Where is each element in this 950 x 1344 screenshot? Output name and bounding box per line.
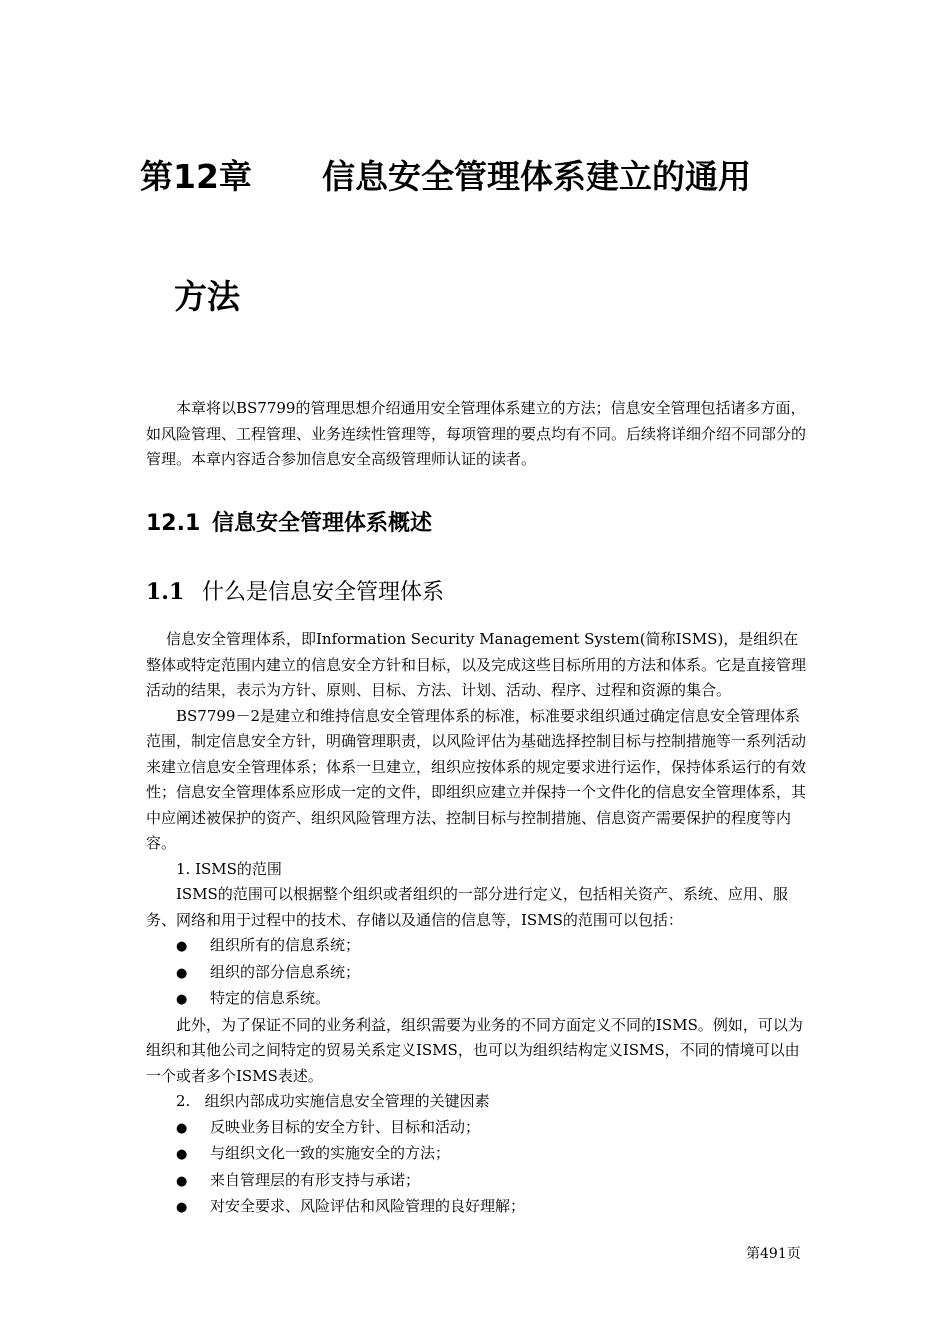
paragraph-multiple-isms: 此外，为了保证不同的业务利益，组织需要为业务的不同方面定义不同的ISMS。例如，可以为组织和其他公司之间特定的贸易关系定义ISMS，也可以为组织结构定义ISMS，不同的情境可以由一个或者多个ISMS表述。 [146, 1015, 803, 1085]
bullet-icon: ● [176, 939, 188, 954]
numbered-heading-scope: 1. ISMS的范围 [176, 859, 282, 878]
bullet-icon: ● [176, 1173, 188, 1189]
bullet-icon: ● [176, 965, 188, 981]
list-item [146, 986, 812, 1013]
paragraph-bs7799: BS7799－2是建立和维持信息安全管理体系的标准，标准要求组织通过确定信息安全管理体系范围，制定信息安全方针，明确管理职责，以风险评估为基础选择控制目标与控制措施等一系列活动来建立信息安全管理体系；体系一旦建立，组织应按体系的规定要求进行运作，保持体系运行的有效性；信息安全管理体系应形成一定的文件，即组织应建立并保持一个文件化的信息安全管理体系，其中应阐述被保护的资产、组织风险管理方法、控制目标与控制措施、信息资产需要保护的程度等内容。 [146, 706, 807, 852]
chapter-title-line-2: 方法 [174, 277, 240, 316]
list-item-text: 组织所有的信息系统； [210, 936, 361, 954]
numbered-heading-key-factors: 2. 组织内部成功实施信息安全管理的关键因素 [176, 1092, 490, 1110]
list-item [146, 933, 812, 960]
list-item-text: 反映业务目标的安全方针、目标和活动； [210, 1117, 481, 1136]
list-item-text: 对安全要求、风险评估和风险管理的良好理解； [210, 1197, 526, 1215]
subsection-number: 1.1 [146, 579, 185, 605]
subsection-heading [146, 576, 444, 609]
list-item [146, 1168, 812, 1195]
body-text [146, 627, 812, 1221]
chapter-title-line-1: 信息安全管理体系建立的通用 [322, 157, 751, 196]
list-item-text: 特定的信息系统。 [210, 989, 331, 1007]
page-number: 第491页 [746, 1246, 801, 1262]
list-item [146, 960, 812, 987]
section-title: 信息安全管理体系概述 [212, 511, 433, 536]
section-number: 12.1 [146, 511, 201, 536]
paragraph-scope: ISMS的范围可以根据整个组织或者组织的一部分进行定义，包括相关资产、系统、应用、服务、网络和用于过程中的技术、存储以及通信的信息等，ISMS的范围可以包括： [146, 885, 788, 929]
list-item [146, 1115, 812, 1142]
paragraph-isms-definition: 信息安全管理体系，即Information Security Management System(简称ISMS)，是组织在整体或特定范围内建立的信息安全方针和目标，以及完成这些目标所用的方法和体系。它是直接管理活动的结果，表示为方针、原则、目标、方法、计划、活动、程序、过程和资源的集合。 [146, 630, 807, 699]
intro-paragraph: 本章将以BS7799的管理思想介绍通用安全管理体系建立的方法；信息安全管理包括诸多方面，如风险管理、工程管理、业务连续性管理等，每项管理的要点均有不同。后续将详细介绍不同部分的管理。本章内容适合参加信息安全高级管理师认证的读者。 [146, 399, 807, 468]
bullet-icon: ● [176, 1200, 188, 1215]
chapter-number: 第12章 [140, 157, 252, 196]
list-item-text: 组织的部分信息系统； [210, 962, 361, 981]
subsection-title: 什么是信息安全管理体系 [202, 580, 445, 605]
bullet-icon: ● [176, 1120, 188, 1136]
list-item [146, 1194, 812, 1221]
chapter-intro [146, 396, 812, 473]
list-item [146, 1141, 812, 1168]
bullet-icon: ● [176, 1147, 188, 1162]
bullet-icon: ● [176, 992, 188, 1007]
list-item-text: 与组织文化一致的实施安全的方法； [210, 1144, 451, 1162]
section-heading [146, 508, 432, 540]
list-item-text: 来自管理层的有形支持与承诺； [210, 1170, 421, 1189]
